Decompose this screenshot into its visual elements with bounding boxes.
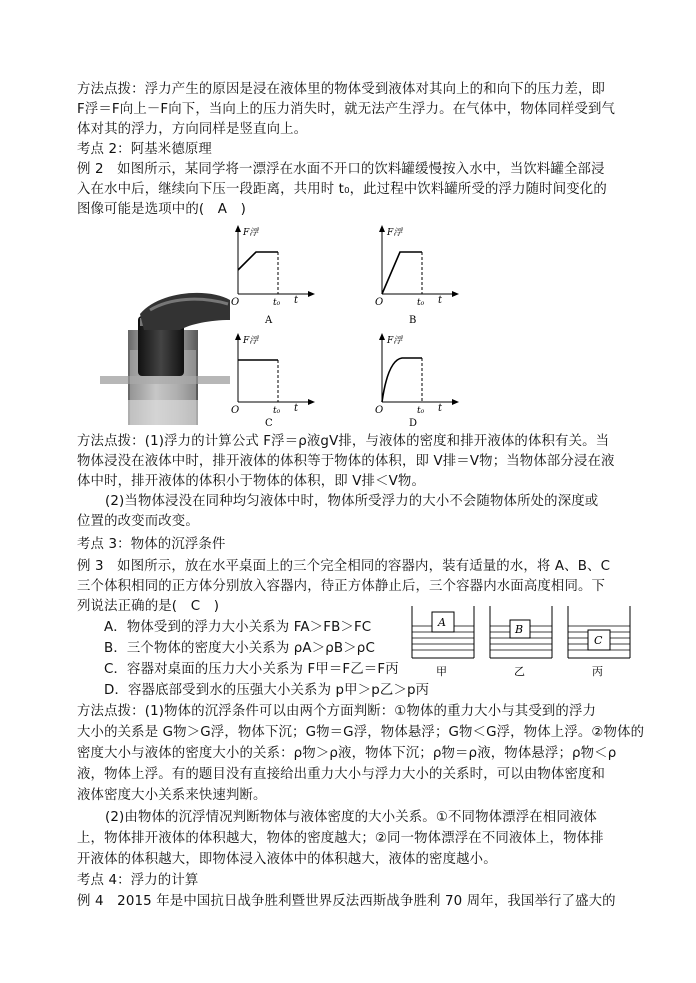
text-line-3: 体对其的浮力，方向同样是竖直向上。 [77, 122, 308, 137]
text-line-7: 图像可能是选项中的( A ) [77, 202, 247, 217]
section-heading-4: 考点 4：浮力的计算 [77, 873, 199, 888]
graph-b-xlabel: t [438, 295, 443, 306]
graph-b-label: B [409, 315, 417, 326]
text-line-16: 列说法正确的是( C ) [77, 599, 220, 614]
graph-b-origin: O [375, 297, 384, 308]
can-photo [100, 290, 230, 425]
text-line-10: 体中时，排开液体的体积小于物体的体积，即 V排＜V物。 [77, 474, 426, 489]
graph-c-xlabel: t [294, 403, 299, 414]
option-a: A．物体受到的浮力大小关系为 FA＞FB＞FC [104, 620, 372, 635]
graph-b-ylabel: F浮 [387, 228, 403, 238]
graph-c-origin: O [231, 405, 240, 416]
text-line-23: 密度大小与液体的密度大小的关系：ρ物＞ρ液，物体下沉；ρ物＝ρ液，物体悬浮；ρ物＜ρ [77, 746, 617, 761]
graph-d-t0: t₀ [417, 406, 425, 416]
graph-d-xlabel: t [438, 403, 443, 414]
text-line-27: 上，物体排开液体的体积越大，物体的密度越大；②同一物体漂浮在不同液体上，物体排 [77, 831, 604, 846]
graph-d [372, 330, 462, 430]
text-line-14: 例 3 如图所示，放在水平桌面上的三个完全相同的容器内，装有适量的水，将 A、B、C [77, 559, 611, 574]
text-line-2: F浮＝F向上－F向下，当向上的压力消失时，就无法产生浮力。在气体中，物体同样受到气 [77, 102, 616, 117]
container-jia-label: 甲 [436, 665, 447, 678]
text-line-26: (2)由物体的沉浮情况判断物体与液体密度的大小关系。①不同物体漂浮在相同液体 [105, 810, 597, 825]
section-heading-3: 考点 3：物体的沉浮条件 [77, 537, 226, 552]
graph-d-ylabel: F浮 [387, 336, 403, 346]
graph-d-origin: O [375, 405, 384, 416]
text-line-22: 大小的关系是 G物＞G浮，物体下沉；G物＝G浮，物体悬浮；G物＜G浮，物体上浮。②物体的 [77, 725, 645, 740]
graph-c-t0: t₀ [273, 406, 281, 416]
graph-c-ylabel: F浮 [243, 336, 259, 346]
option-b: B．三个物体的密度大小关系为 ρA＞ρB＞ρC [104, 641, 375, 656]
graph-c [228, 330, 318, 430]
graph-a-origin: O [231, 297, 240, 308]
text-line-6: 入在水中后，继续向下压一段距离，共用时 t₀，此过程中饮料罐所受的浮力随时间变化的 [77, 182, 607, 197]
cube-b-label: B [515, 623, 524, 636]
graph-a-xlabel: t [294, 295, 299, 306]
graph-c-label: C [265, 418, 273, 429]
text-line-9: 物体浸没在液体中时，排开液体的体积等于物体的体积，即 V排＝V物；当物体部分浸在液 [77, 454, 615, 469]
containers-figure [408, 602, 638, 682]
text-line-28: 开液体的体积越大，即物体浸入液体中的体积越大，液体的密度越小。 [77, 852, 497, 867]
cube-c-label: C [594, 634, 603, 647]
graph-b-t0: t₀ [417, 298, 425, 308]
graph-d-label: D [409, 418, 418, 429]
graph-b [372, 222, 462, 327]
text-line-12: 位置的改变而改变。 [77, 514, 199, 529]
cube-a-label: A [438, 616, 446, 629]
graph-a-ylabel: F浮 [243, 228, 259, 238]
text-line-11: (2)当物体浸没在同种均匀液体中时，物体所受浮力的大小不会随物体所处的深度或 [105, 494, 599, 509]
text-line-5: 例 2 如图所示，某同学将一漂浮在水面不开口的饮料罐缓慢按入水中，当饮料罐全部浸 [77, 162, 605, 177]
text-line-25: 液体密度大小关系来快速判断。 [77, 788, 267, 803]
text-line-30: 例 4 2015 年是中国抗日战争胜利暨世界反法西斯战争胜利 70 周年，我国举行了盛大的 [77, 894, 616, 909]
graph-a-t0: t₀ [273, 298, 281, 308]
option-c: C．容器对桌面的压力大小关系为 F甲＝F乙＝F丙 [104, 662, 399, 677]
text-line-8: 方法点拨：(1)浮力的计算公式 F浮＝ρ液gV排，与液体的密度和排开液体的体积有关。当 [77, 434, 610, 449]
text-line-15: 三个体积相同的正方体分别放入容器内，待正方体静止后，三个容器内水面高度相同。下 [77, 579, 606, 594]
text-line-24: 液，物体上浮。有的题目没有直接给出重力大小与浮力大小的关系时，可以由物体密度和 [77, 767, 606, 782]
graph-a [228, 222, 318, 327]
graph-a-label: A [265, 315, 273, 326]
container-bing-label: 丙 [592, 665, 603, 678]
container-yi-label: 乙 [514, 665, 525, 678]
option-d: D．容器底部受到水的压强大小关系为 p甲＞p乙＞p丙 [104, 683, 430, 698]
text-line-21: 方法点拨：(1)物体的沉浮条件可以由两个方面判断：①物体的重力大小与其受到的浮力 [77, 704, 597, 719]
text-line-1: 方法点拨：浮力产生的原因是浸在液体里的物体受到液体对其向上的和向下的压力差，即 [77, 82, 606, 97]
section-heading-2: 考点 2：阿基米德原理 [77, 142, 212, 157]
